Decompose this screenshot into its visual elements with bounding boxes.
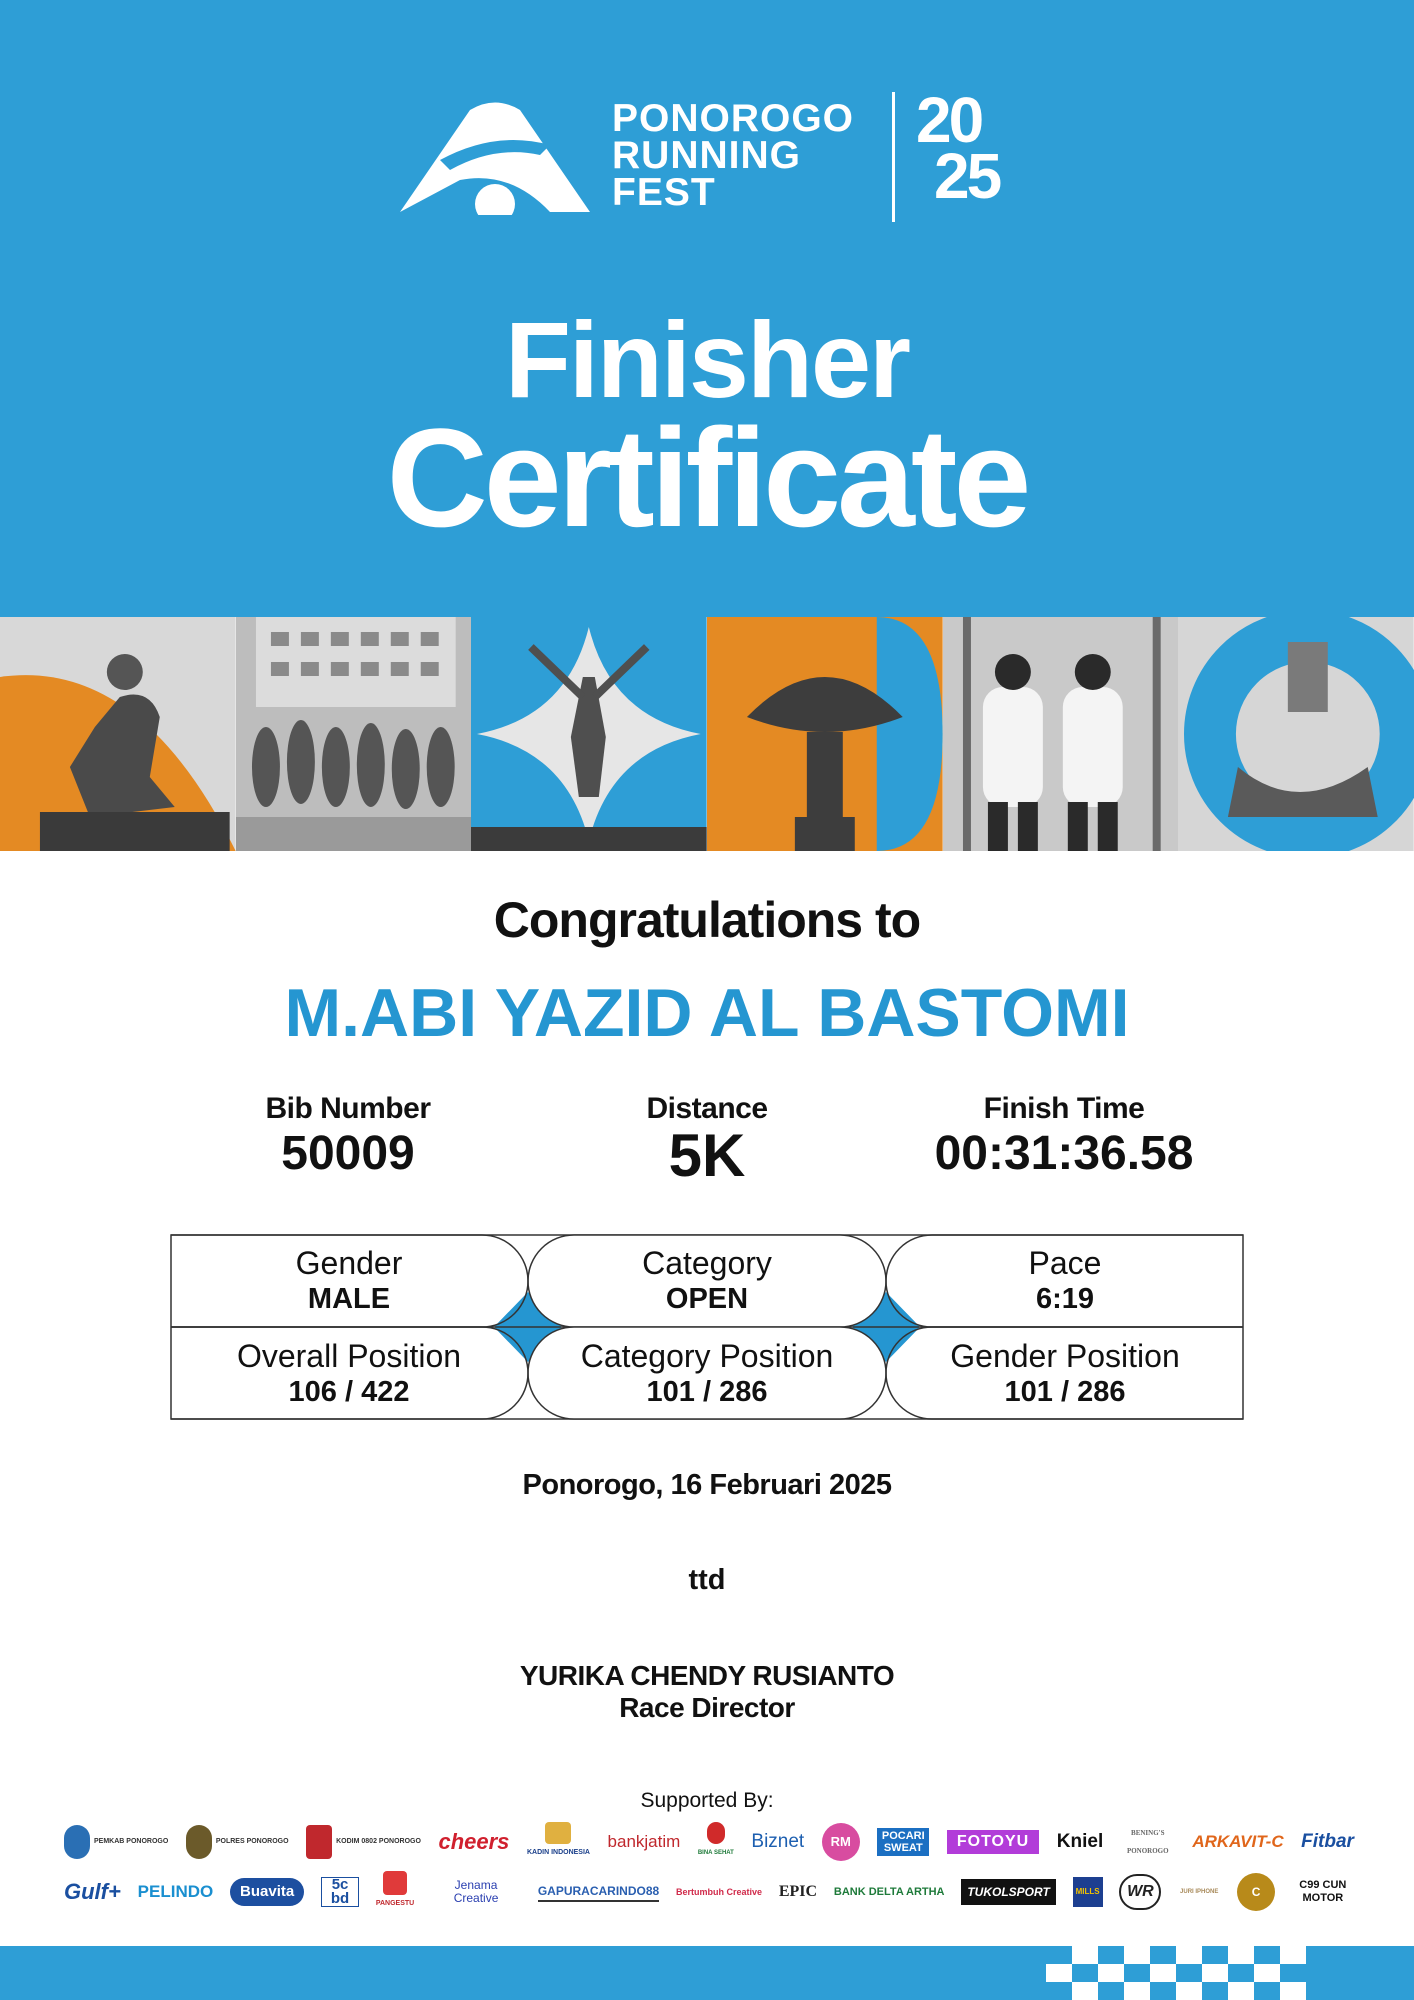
sponsor-logos-row-1 xyxy=(64,1818,1354,1866)
statue-photo xyxy=(0,617,236,851)
sponsor-logo: MILLS xyxy=(1073,1877,1103,1907)
sponsor-logo: cheers xyxy=(438,1829,510,1854)
gender-position-label: Gender Position xyxy=(950,1338,1180,1374)
sponsor-logo: C99 CUN MOTOR xyxy=(1299,1879,1347,1904)
category-position-value: 101 / 286 xyxy=(646,1376,768,1408)
logo-divider xyxy=(892,92,895,222)
bib-number-label: Bib Number xyxy=(265,1092,431,1125)
sponsor-logo: KODIM 0802 PONOROGO xyxy=(306,1825,421,1859)
tree-sculpture-photo xyxy=(707,617,943,851)
sponsor-logo: GAPURACARINDO88 xyxy=(538,1882,659,1902)
director-name: YURIKA CHENDY RUSIANTO xyxy=(519,1660,895,1691)
overall-position-cell xyxy=(170,1327,528,1420)
gender-cell xyxy=(170,1234,528,1327)
category-cell xyxy=(528,1234,886,1327)
finishers-photo xyxy=(943,617,1179,851)
category-position-label: Category Position xyxy=(580,1338,834,1374)
year-bottom: 25 xyxy=(934,140,1000,212)
gender-label: Gender xyxy=(295,1245,403,1281)
logo-year xyxy=(916,84,1000,212)
signature-placeholder: ttd xyxy=(688,1564,726,1596)
sponsor-logo: BINA SEHAT xyxy=(698,1822,734,1862)
pace-label: Pace xyxy=(1028,1245,1102,1281)
sponsor-logo: RM xyxy=(822,1823,860,1861)
logo-line: FEST xyxy=(612,171,716,214)
bib-number-stat xyxy=(168,1092,528,1182)
bib-number-value: 50009 xyxy=(281,1127,415,1180)
result-info-grid xyxy=(170,1234,1244,1420)
place-date: Ponorogo, 16 Februari 2025 xyxy=(522,1469,892,1501)
certificate-header xyxy=(0,0,1414,617)
sponsor-logo: BENING'S PONOROGO xyxy=(1126,1829,1169,1855)
sponsor-logo: Biznet xyxy=(751,1831,805,1852)
certificate-title-line1: Finisher xyxy=(504,299,910,420)
supported-by-label: Supported By: xyxy=(640,1789,774,1812)
sponsor-logo: Bertumbuh Creative xyxy=(676,1887,763,1897)
sponsor-logo: POLRES PONOROGO xyxy=(186,1825,289,1859)
overall-position-label: Overall Position xyxy=(236,1338,462,1374)
category-label: Category xyxy=(642,1245,772,1281)
distance-label: Distance xyxy=(646,1092,768,1125)
sponsor-logo: BANK DELTA ARTHA xyxy=(833,1886,945,1898)
pace-cell xyxy=(886,1234,1244,1327)
distance-value: 5K xyxy=(668,1122,746,1189)
dancer-photo xyxy=(471,617,707,851)
race-director-block xyxy=(0,1660,1414,1724)
running-fest-logo-icon xyxy=(400,100,590,215)
gender-position-cell xyxy=(886,1327,1244,1420)
sponsor-logo: Buavita xyxy=(230,1878,304,1906)
sponsor-logos-row-2 xyxy=(64,1868,1354,1916)
sponsor-logo: WR xyxy=(1119,1874,1161,1910)
sponsor-logo: Fitbar xyxy=(1301,1831,1354,1852)
sponsor-logo: PELINDO xyxy=(137,1882,214,1901)
runner-name: M.ABI YAZID AL BASTOMI xyxy=(284,975,1130,1051)
sponsor-logo: ARKAVIT-C xyxy=(1192,1832,1284,1851)
sponsor-logo: 5c bd xyxy=(321,1877,359,1907)
sponsor-logo: FOTOYU xyxy=(947,1830,1039,1854)
sponsor-logo: PEMKAB PONOROGO xyxy=(64,1825,168,1859)
logo-wordmark xyxy=(612,97,855,214)
overall-position-value: 106 / 422 xyxy=(288,1376,410,1408)
category-value: OPEN xyxy=(665,1283,749,1315)
sponsor-logo: Kniel xyxy=(1056,1831,1104,1852)
sponsor-logo: POCARI SWEAT xyxy=(877,1828,929,1856)
sponsor-logo: KADIN INDONESIA xyxy=(527,1822,590,1862)
category-position-cell xyxy=(528,1327,886,1420)
sponsor-logo: bankjatim xyxy=(607,1832,681,1851)
photo-strip xyxy=(0,617,1414,851)
checkered-flag-pattern xyxy=(1046,1946,1306,2000)
year-top: 20 xyxy=(916,84,982,156)
distance-stat xyxy=(527,1092,887,1189)
pace-value: 6:19 xyxy=(1035,1283,1095,1315)
sponsor-logo: EPIC xyxy=(778,1883,818,1900)
runners-photo xyxy=(236,617,472,851)
logo-line: PONOROGO xyxy=(612,97,855,140)
finish-time-stat xyxy=(884,1092,1244,1182)
sponsor-logo: TUKOLSPORT xyxy=(961,1879,1055,1905)
logo-line: RUNNING xyxy=(612,134,801,177)
gender-value: MALE xyxy=(307,1283,391,1315)
sponsor-logo: Jenama Creative xyxy=(453,1878,499,1905)
gender-position-value: 101 / 286 xyxy=(1004,1376,1126,1408)
sponsor-logo: JURI IPHONE xyxy=(1180,1889,1219,1895)
director-role: Race Director xyxy=(619,1692,795,1723)
finish-time-value: 00:31:36.58 xyxy=(934,1127,1194,1180)
sponsor-logo: Gulf+ xyxy=(64,1879,121,1904)
congratulations-heading: Congratulations to xyxy=(493,892,921,948)
medal-photo xyxy=(1178,617,1414,851)
sponsor-logo: PANGESTU xyxy=(376,1871,414,1913)
sponsor-logo: C xyxy=(1237,1873,1275,1911)
certificate-title-line2: Certificate xyxy=(386,399,1028,556)
finish-time-label: Finish Time xyxy=(983,1092,1145,1125)
